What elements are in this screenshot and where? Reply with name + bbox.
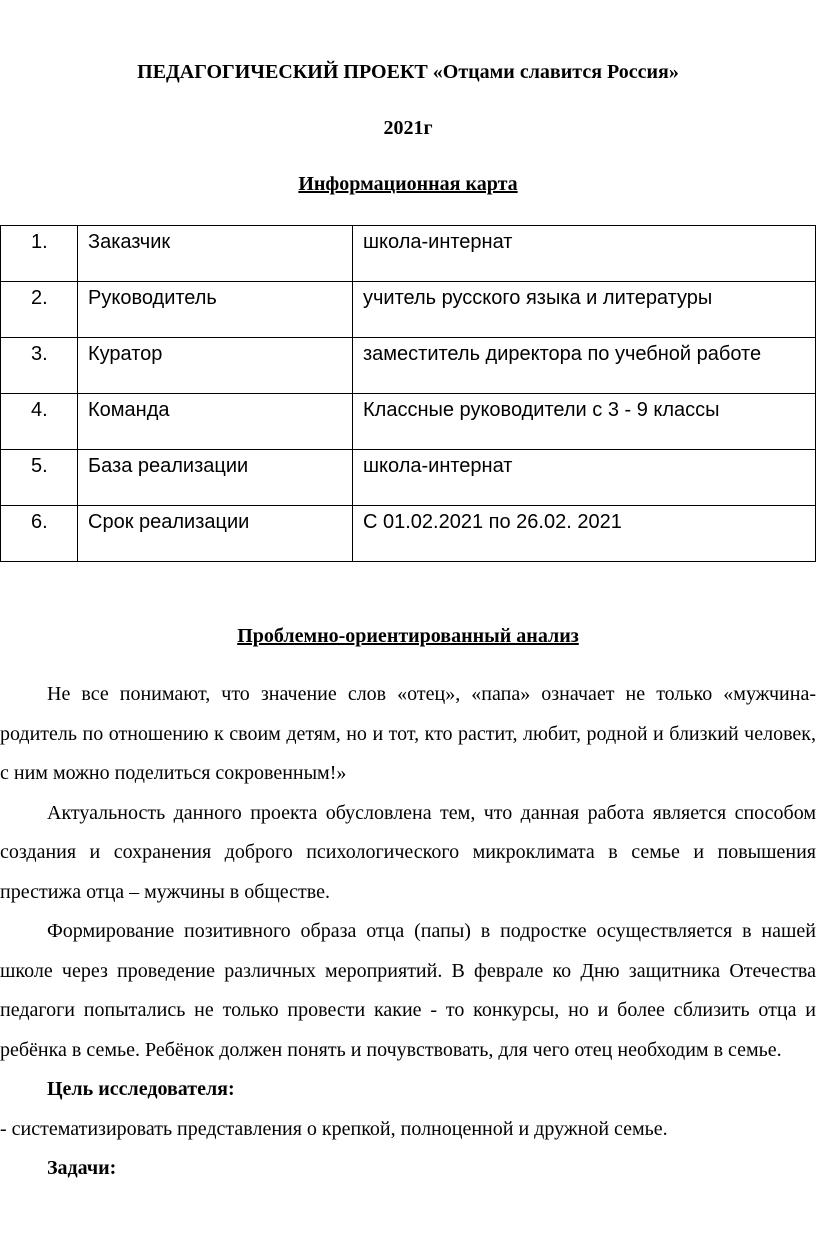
row-number: 6. (1, 506, 78, 562)
row-number: 3. (1, 338, 78, 394)
row-value: С 01.02.2021 по 26.02. 2021 (353, 506, 816, 562)
row-label: Команда (78, 394, 353, 450)
row-value: школа-интернат (353, 226, 816, 282)
row-number: 1. (1, 226, 78, 282)
paragraph: Не все понимают, что значение слов «отец», «папа» означает не только «мужчина-родитель по отношению к своим детям, но и тот, кто растит, любит, родной и близкий человек, с ним можно поделиться сокровенным!» (0, 683, 816, 784)
table-row (1, 506, 816, 562)
row-label: Куратор (78, 338, 353, 394)
tasks-heading: Задачи: (47, 1157, 117, 1179)
row-value: заместитель директора по учебной работе (353, 338, 816, 394)
paragraph: Формирование позитивного образа отца (папы) в подростке осуществляется в нашей школе через проведение различных мероприятий. В феврале ко Дню защитника Отечества педагоги попытались не только провести какие - то конкурсы, но и более сблизить отца и ребёнка в семье. Ребёнок должен понять и почувствовать, для чего отец необходим в семье. (0, 920, 816, 1061)
goal-text: - систематизировать представления о крепкой, полноценной и дружной семье. (0, 1117, 668, 1140)
row-label: Заказчик (78, 226, 353, 282)
row-value: школа-интернат (353, 450, 816, 506)
info-card-title: Информационная карта (298, 173, 518, 195)
table-row (1, 450, 816, 506)
row-label: Руководитель (78, 282, 353, 338)
row-value: Классные руководители с 3 - 9 классы (353, 394, 816, 450)
analysis-title: Проблемно-ориентированный анализ (237, 625, 579, 647)
row-number: 4. (1, 394, 78, 450)
paragraph: Актуальность данного проекта обусловлена тем, что данная работа является способом создания и сохранения доброго психологического микроклимата в семье и повышения престижа отца – мужчины в обществе. (0, 801, 816, 903)
table-row (1, 226, 816, 282)
row-number: 2. (1, 282, 78, 338)
table-row (1, 282, 816, 338)
row-value: учитель русского языка и литературы (353, 282, 816, 338)
table-row (1, 338, 816, 394)
analysis-body (0, 675, 816, 1189)
table-row (1, 394, 816, 450)
row-label: Срок реализации (78, 506, 353, 562)
info-table (0, 225, 816, 562)
project-year: 2021г (383, 117, 433, 139)
goal-heading: Цель исследователя: (47, 1078, 235, 1100)
row-label: База реализации (78, 450, 353, 506)
project-title: ПЕДАГОГИЧЕСКИЙ ПРОЕКТ «Отцами славится Россия» (137, 61, 679, 83)
row-number: 5. (1, 450, 78, 506)
